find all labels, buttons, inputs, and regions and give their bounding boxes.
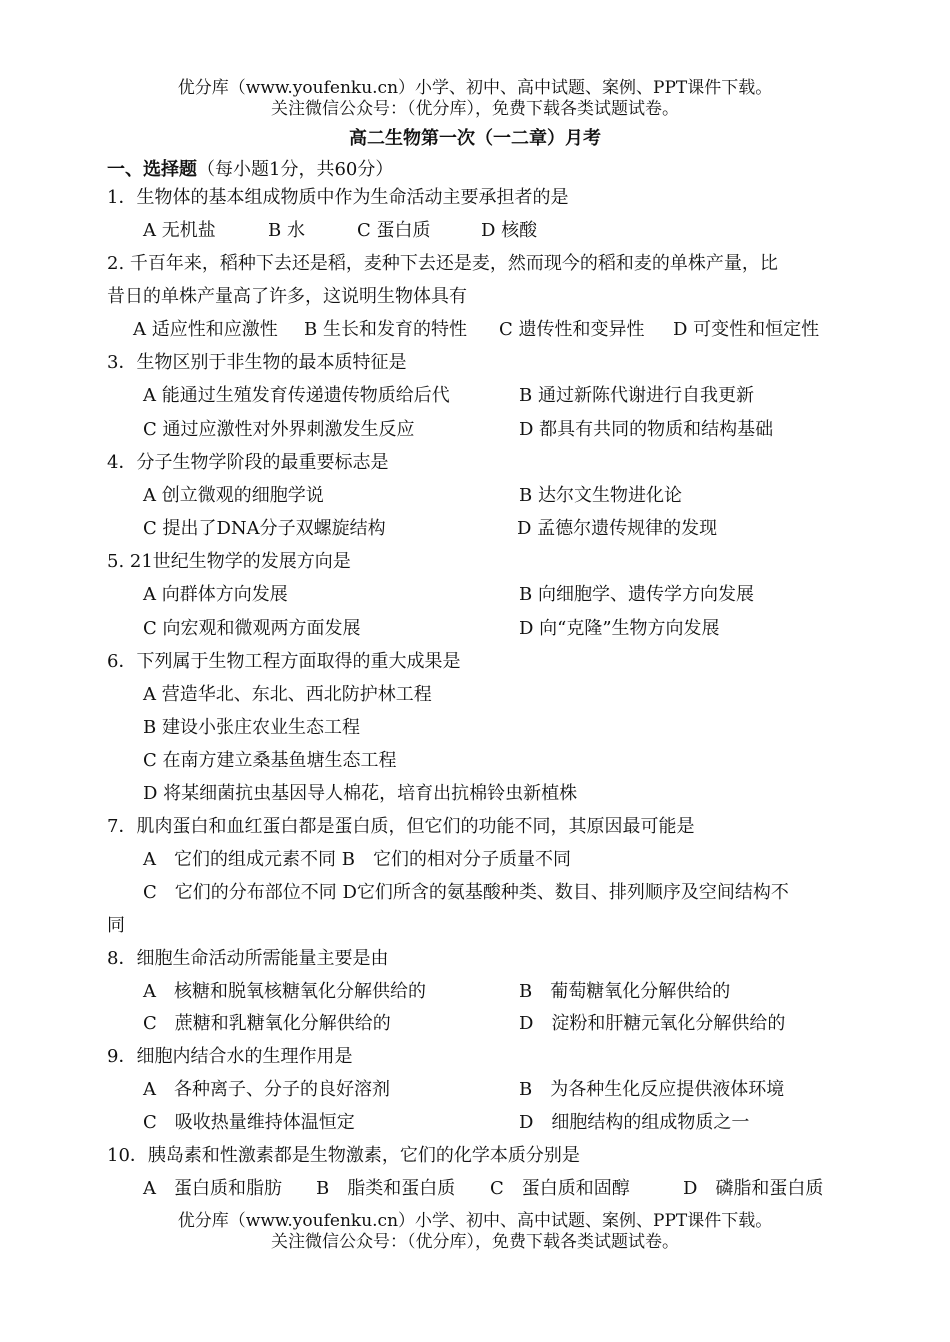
- question-4-option-a: A 创立微观的细胞学说: [143, 485, 324, 506]
- question-4-stem: 4．分子生物学阶段的最重要标志是: [107, 452, 389, 473]
- question-7-stem: 7．肌肉蛋白和血红蛋白都是蛋白质，但它们的功能不同，其原因最可能是: [107, 816, 695, 837]
- question-3-option-a: A 能通过生殖发育传递遗传物质给后代: [143, 385, 450, 406]
- footer-line-1: 优分库（www.youfenku.cn）小学、初中、高中试题、案例、PPT课件下载。: [177, 1211, 773, 1231]
- question-6-option-c: C 在南方建立桑基鱼塘生态工程: [143, 750, 397, 771]
- question-1-option-a: A 无机盐: [143, 220, 216, 241]
- question-5-option-c: C 向宏观和微观两方面发展: [143, 618, 361, 639]
- question-8-option-c: C 蔗糖和乳糖氧化分解供给的: [143, 1013, 391, 1034]
- question-4-option-c: C 提出了DNA分子双螺旋结构: [143, 518, 386, 539]
- question-7-options-ab: A 它们的组成元素不同 B 它们的相对分子质量不同: [143, 849, 571, 870]
- question-10-option-c: C 蛋白质和固醇: [490, 1178, 630, 1199]
- question-3-option-b: B 通过新陈代谢进行自我更新: [519, 385, 754, 406]
- question-5-option-a: A 向群体方向发展: [143, 584, 288, 605]
- question-1-stem: 1．生物体的基本组成物质中作为生命活动主要承担者的是: [107, 187, 569, 208]
- question-8-option-a: A 核糖和脱氧核糖氧化分解供给的: [143, 981, 426, 1002]
- question-10-option-b: B 脂类和蛋白质: [316, 1178, 456, 1199]
- exam-title: 高二生物第一次（一二章）月考: [349, 128, 601, 149]
- footer-line-2: 关注微信公众号：（优分库），免费下载各类试题试卷。: [271, 1232, 679, 1252]
- question-9-option-a: A 各种离子、分子的良好溶剂: [143, 1079, 390, 1100]
- question-3-stem: 3．生物区别于非生物的最本质特征是: [107, 352, 407, 373]
- question-9-option-d: D 细胞结构的组成物质之一: [519, 1112, 750, 1133]
- question-6-option-a: A 营造华北、东北、西北防护林工程: [143, 684, 432, 705]
- section-heading: [107, 155, 393, 181]
- question-10-option-a: A 蛋白质和脂肪: [143, 1178, 282, 1199]
- question-1-option-c: C 蛋白质: [357, 220, 431, 241]
- header-line-2: 关注微信公众号：（优分库），免费下载各类试题试卷。: [271, 99, 679, 119]
- question-3-option-c: C 通过应激性对外界刺激发生反应: [143, 419, 415, 440]
- question-9-option-c: C 吸收热量维持体温恒定: [143, 1112, 355, 1133]
- question-8-option-b: B 葡萄糖氧化分解供给的: [519, 981, 731, 1002]
- question-2-option-a: A 适应性和应激性: [133, 319, 278, 340]
- question-9-option-b: B 为各种生化反应提供液体环境: [519, 1079, 785, 1100]
- question-2-option-d: D 可变性和恒定性: [673, 319, 820, 340]
- section-note: （每小题1分，共60分）: [197, 159, 394, 180]
- question-6-stem: 6．下列属于生物工程方面取得的重大成果是: [107, 651, 461, 672]
- question-4-option-d: D 孟德尔遗传规律的发现: [517, 518, 718, 539]
- question-5-stem: 5. 21世纪生物学的发展方向是: [107, 551, 351, 572]
- question-5-option-b: B 向细胞学、遗传学方向发展: [519, 584, 754, 605]
- question-9-stem: 9．细胞内结合水的生理作用是: [107, 1046, 353, 1067]
- question-4-option-b: B 达尔文生物进化论: [519, 485, 682, 506]
- question-6-option-d: D 将某细菌抗虫基因导人棉花，培育出抗棉铃虫新植株: [143, 783, 578, 804]
- header-line-1: 优分库（www.youfenku.cn）小学、初中、高中试题、案例、PPT课件下载。: [177, 78, 773, 98]
- question-2-stem-line-2: 昔日的单株产量高了许多，这说明生物体具有: [107, 286, 467, 307]
- question-8-option-d: D 淀粉和肝糖元氧化分解供给的: [519, 1013, 786, 1034]
- question-6-option-b: B 建设小张庄农业生态工程: [143, 717, 360, 738]
- question-1-option-b: B 水: [268, 220, 305, 241]
- question-2-stem-line-1: 2. 千百年来，稻种下去还是稻，麦种下去还是麦，然而现今的稻和麦的单株产量，比: [107, 253, 778, 274]
- question-7-options-cd: C 它们的分布部位不同 D它们所含的氨基酸种类、数目、排列顺序及空间结构不: [143, 882, 789, 903]
- question-10-option-d: D 磷脂和蛋白质: [683, 1178, 824, 1199]
- question-10-stem: 10．胰岛素和性激素都是生物激素，它们的化学本质分别是: [107, 1145, 580, 1166]
- question-2-option-b: B 生长和发育的特性: [304, 319, 467, 340]
- question-3-option-d: D 都具有共同的物质和结构基础: [519, 419, 774, 440]
- question-8-stem: 8．细胞生命活动所需能量主要是由: [107, 948, 389, 969]
- section-label: 一、选择题: [107, 159, 197, 180]
- question-5-option-d: D 向“克隆”生物方向发展: [519, 618, 720, 639]
- question-2-option-c: C 遗传性和变异性: [499, 319, 645, 340]
- question-7-option-d-continued: 同: [107, 915, 125, 936]
- question-1-option-d: D 核酸: [481, 220, 538, 241]
